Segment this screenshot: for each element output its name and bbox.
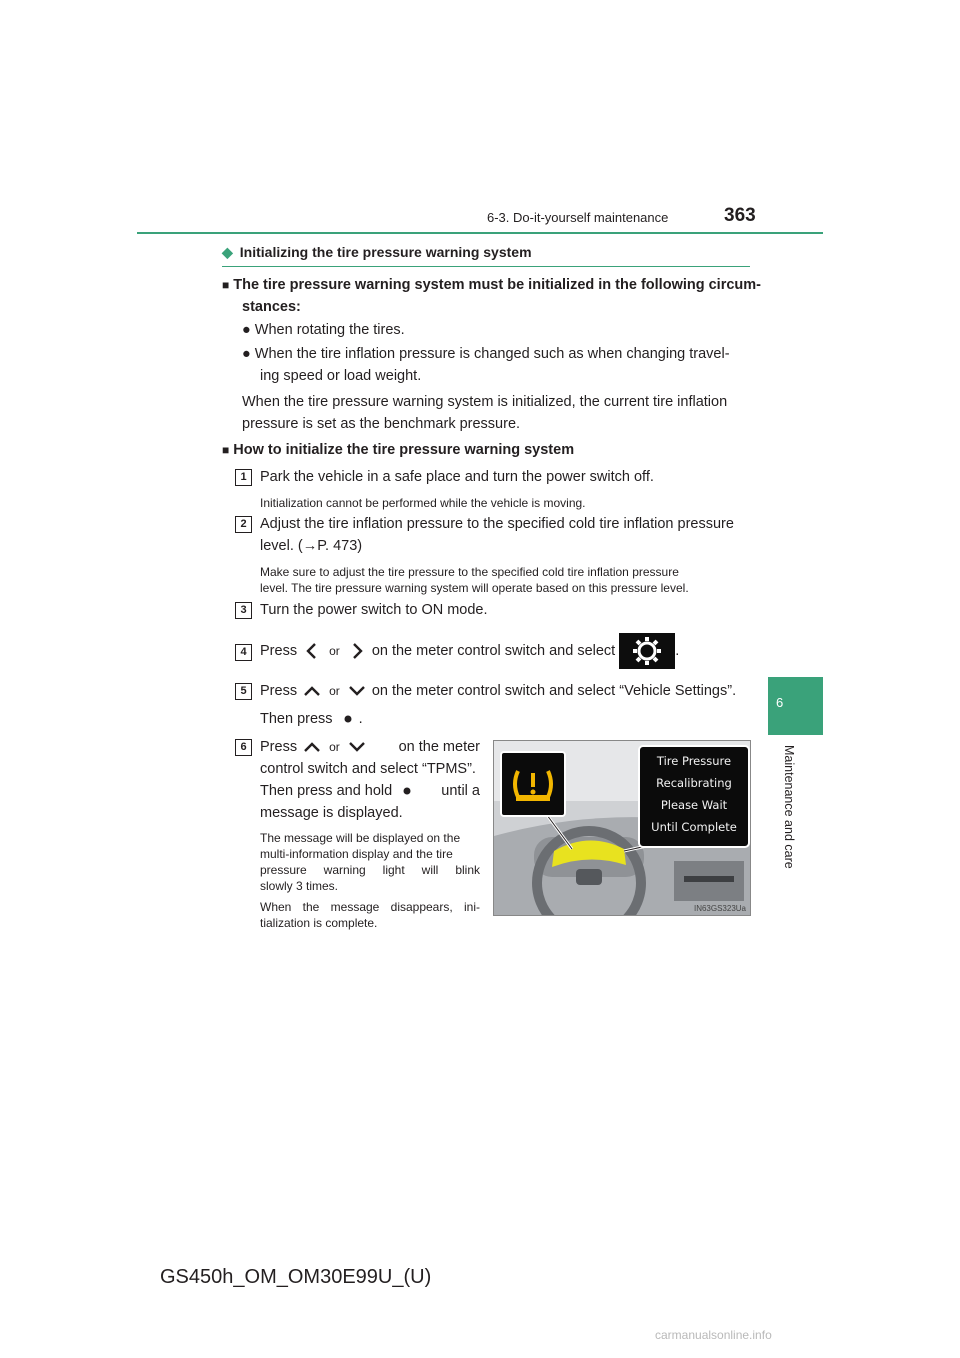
document-footer: GS450h_OM_OM30E99U_(U) xyxy=(160,1266,432,1288)
step-text: Park the vehicle in a safe place and turn the power switch off. xyxy=(260,469,654,485)
chapter-tab-number: 6 xyxy=(776,695,784,710)
step-text: Adjust the tire inflation pressure to the specified cold tire inflation pressure xyxy=(260,516,734,532)
step-note: When the message disappears, ini- tialization is complete. xyxy=(260,900,480,930)
tire-pressure-warning-light xyxy=(500,751,566,817)
step-text-cont: level. (→P. 473) xyxy=(260,538,363,554)
watermark: carmanualsonline.info xyxy=(655,1328,772,1342)
step-text: Press or on the meter xyxy=(260,736,480,758)
diamond-icon: ◆ xyxy=(222,244,233,260)
chevron-up-icon xyxy=(301,736,323,758)
header-rule xyxy=(137,232,823,234)
display-line: Recalibrating xyxy=(656,776,732,790)
enter-button-icon xyxy=(337,708,359,730)
chevron-down-icon xyxy=(346,680,368,702)
step-note: The message will be displayed on the multi-information display and the tire pressure warning light will blink slowly 3 times. xyxy=(260,831,480,893)
paragraph: When the tire pressure warning system is initialized, the current tire inflation xyxy=(242,394,728,410)
block1-heading-cont: stances: xyxy=(242,299,301,315)
chevron-right-icon xyxy=(346,640,368,662)
step-text: Press or on the meter control switch and select “Vehicle Settings”. xyxy=(260,680,736,702)
step-text-cont: message is displayed. xyxy=(260,805,403,821)
gear-icon xyxy=(619,633,675,669)
step-text: Turn the power switch to ON mode. xyxy=(260,602,488,618)
step-number: 3 xyxy=(235,602,252,619)
chapter-side-label: Maintenance and care xyxy=(782,745,796,869)
step-number: 1 xyxy=(235,469,252,486)
dashboard-illustration xyxy=(493,740,751,916)
step-text-cont: Then press and hold until a xyxy=(260,780,480,802)
square-bullet-icon: ■ xyxy=(222,278,230,292)
header-section: 6-3. Do-it-yourself maintenance xyxy=(487,210,669,225)
step-note: Initialization cannot be performed while the vehicle is moving. xyxy=(260,496,586,510)
step-number: 5 xyxy=(235,683,252,700)
step-number: 2 xyxy=(235,516,252,533)
page-number: 363 xyxy=(724,205,756,226)
chevron-left-icon xyxy=(301,640,323,662)
step-note: level. The tire pressure warning system will operate based on this pressure level. xyxy=(260,581,689,595)
step-note: Make sure to adjust the tire pressure to the specified cold tire inflation pressure xyxy=(260,565,679,579)
section-title: ◆ Initializing the tire pressure warning system xyxy=(222,244,532,260)
chevron-down-icon xyxy=(346,736,368,758)
step-text-cont: Then press . xyxy=(260,708,363,730)
step-text: Press or on the meter control switch and select . xyxy=(260,633,679,669)
block1-heading: ■ The tire pressure warning system must be initialized in the following circum- xyxy=(222,277,761,293)
square-bullet-icon: ■ xyxy=(222,443,230,457)
bullet-item: ● When rotating the tires. xyxy=(242,322,405,338)
section-rule xyxy=(222,266,750,267)
display-line: Please Wait xyxy=(660,798,728,812)
display-line: Until Complete xyxy=(651,820,737,834)
multi-information-display xyxy=(638,745,750,848)
step-number: 6 xyxy=(235,739,252,756)
chevron-up-icon xyxy=(301,680,323,702)
enter-button-icon xyxy=(396,780,418,802)
bullet-item-cont: ing speed or load weight. xyxy=(260,368,422,384)
tire-pressure-warning-icon xyxy=(502,753,564,815)
block2-heading: ■ How to initialize the tire pressure warning system xyxy=(222,442,575,458)
paragraph: pressure is set as the benchmark pressure. xyxy=(242,416,521,432)
step-number: 4 xyxy=(235,644,252,661)
step-text-cont: control switch and select “TPMS”. xyxy=(260,761,476,777)
display-line: Tire Pressure xyxy=(656,754,732,768)
dot-bullet-icon: ● xyxy=(242,322,251,338)
figure-code: IN63GS323Ua xyxy=(693,904,746,913)
bullet-item: ● When the tire inflation pressure is changed such as when changing travel- xyxy=(242,346,730,362)
dot-bullet-icon: ● xyxy=(242,346,251,362)
